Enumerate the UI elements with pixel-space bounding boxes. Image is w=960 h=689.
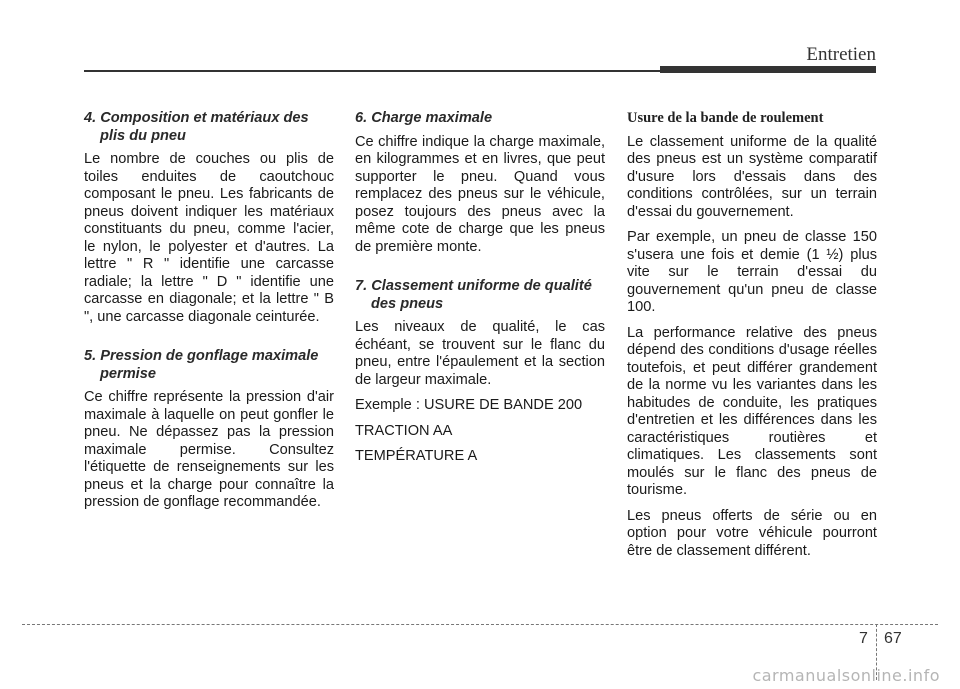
header-rule-bar [660, 66, 876, 73]
example-traction: TRACTION AA [355, 422, 453, 439]
paragraph-max-pressure: Ce chiffre représente la pression d'air maximale à laquelle on peut gonfler le pneu. Ne dépassez pas la pression maximale permise. Consultez l'étiquette de renseignements sur les pneus et la charge pour connaître la pression de gonflage recommandée. [84, 389, 334, 510]
paragraph-treadwear-1: Le classement uniforme de la qualité des pneus est un système comparatif d'usure lors d'essais dans des conditions contrôlées, sur un terrain d'essai du gouvernement. [627, 133, 877, 220]
heading-quality-grading: 7. Classement uniforme de qualité des pneus [355, 278, 592, 312]
footer-rule [22, 624, 938, 625]
example-temperature: TEMPÉRATURE A [355, 448, 478, 464]
example-treadwear: Exemple : USURE DE BANDE 200 [355, 397, 583, 413]
heading-ply-composition: 4. Composition et matériaux des plis du pneu [84, 110, 309, 144]
heading-max-load: 6. Charge maximale [355, 110, 493, 126]
heading-treadwear: Usure de la bande de roulement [627, 110, 824, 126]
column-3 [627, 110, 877, 568]
paragraph-max-load: Ce chiffre indique la charge maximale, en kilogrammes et en livres, que peut supporter le pneu. Quand vous remplacez des pneus sur le véhicule, posez toujours des pneus avec la même cote de charge que les pneus de première monte. [355, 133, 605, 255]
section-title: Entretien [806, 44, 876, 65]
column-2 [355, 110, 605, 474]
paragraph-ply-composition: Le nombre de couches ou plis de toiles enduites de caoutchouc composant le pneu. Les fabricants de pneus doivent indiquer les matériaux constituants du pneu, comme l'acier, le nylon, le polyester et d'autres. La lettre " R " identifie une carcasse radiale; la lettre " D " identifie une carcasse en diagonale; et la lettre " B ", une carcasse diagonale ceinturée. [84, 151, 334, 325]
chapter-number: 7 [859, 630, 868, 647]
paragraph-treadwear-4: Les pneus offerts de série ou en option pour votre véhicule pourront être de classement différent. [627, 507, 877, 559]
paragraph-treadwear-3: La performance relative des pneus dépend des conditions d'usage réelles toutefois, et peut différer grandement de la norme vu les variantes dans les habitudes de conduite, les pratiques d'entretien et les différences dans les caractéristiques routières et climatiques. Les classements sont moulés sur le flanc des pneus de tourisme. [627, 324, 877, 498]
paragraph-quality-grading: Les niveaux de qualité, le cas échéant, se trouvent sur le flanc du pneu, entre l'épaulement et la section de largeur maximale. [355, 319, 605, 388]
paragraph-treadwear-2: Par exemple, un pneu de classe 150 s'usera une fois et demie (1 ½) plus vite sur le terrain d'essai du gouvernement qu'un pneu de classe 100. [627, 229, 877, 315]
watermark: carmanualsonline.info [752, 666, 940, 685]
column-1 [84, 110, 334, 520]
header-rule [84, 70, 664, 72]
heading-max-pressure: 5. Pression de gonflage maximale permise [84, 348, 319, 382]
page-number: 67 [884, 630, 902, 647]
